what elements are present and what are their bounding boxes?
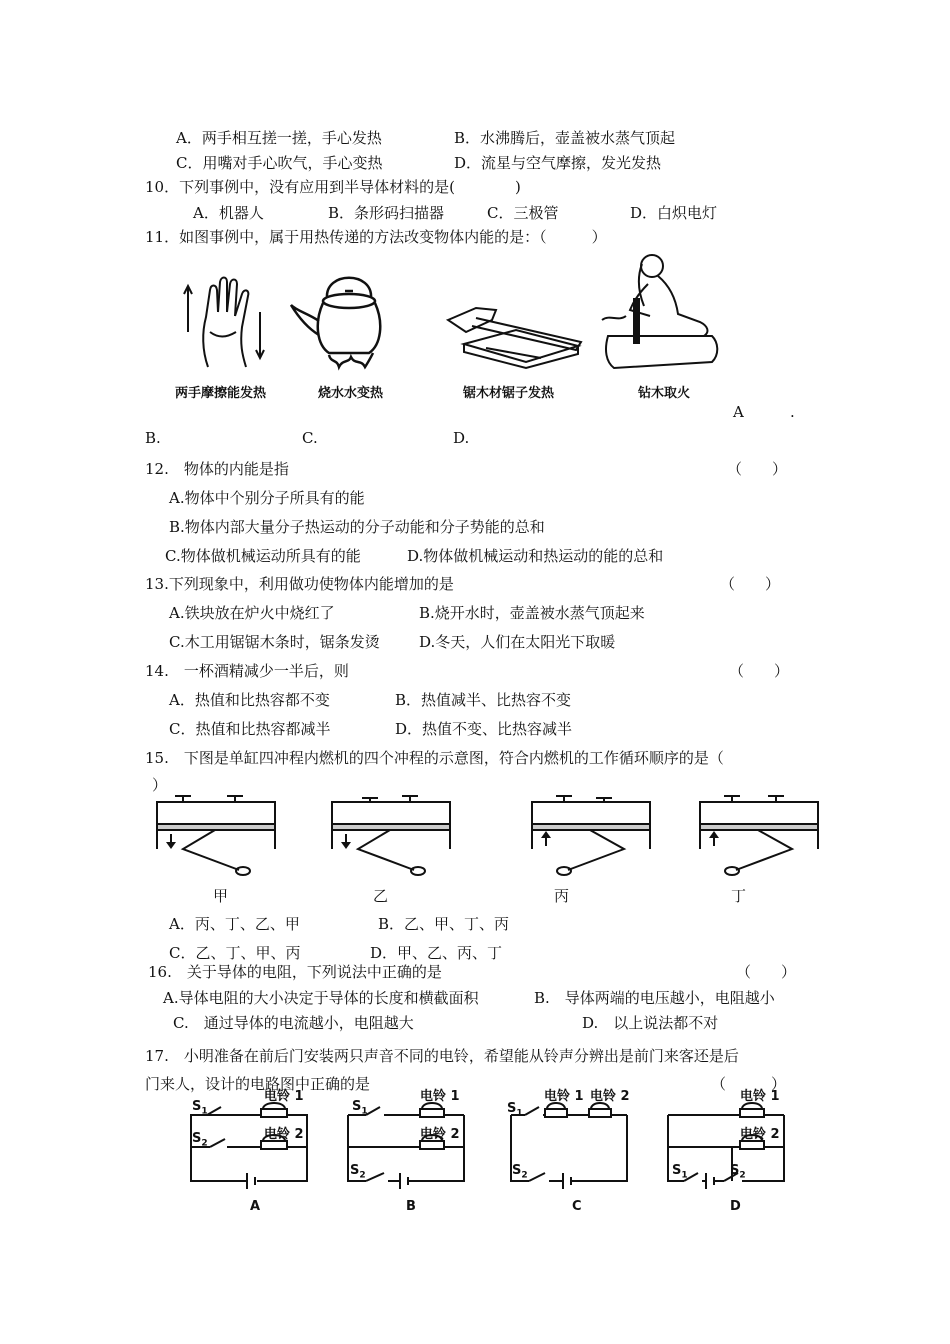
q16-option-d: D. 以上说法都不对	[582, 1014, 719, 1032]
q10-option-d: D．白炽电灯	[630, 204, 718, 222]
engine-label-yi: 乙	[373, 887, 389, 905]
circuit-label-c: C	[572, 1199, 582, 1214]
engine-stroke-ding	[698, 794, 823, 876]
circuit-b-s2-label: $S_2$	[350, 1163, 366, 1181]
circuit-d-s1-label: $S_1$	[672, 1163, 688, 1181]
q13-option-b: B.烧开水时，壶盖被水蒸气顶起来	[419, 604, 645, 622]
engine-label-ding: 丁	[731, 887, 747, 905]
q11-option-c: C.	[302, 429, 318, 447]
q14-option-b: B．热值减半、比热容不变	[395, 691, 572, 709]
q9-option-d: D．流星与空气摩擦，发光发热	[454, 154, 662, 172]
engine-stroke-jia	[155, 794, 280, 876]
q16-answer-paren: （ ）	[736, 963, 797, 981]
q10-stem: 10．下列事例中，没有应用到半导体材料的是( )	[145, 178, 521, 196]
q15-stem-close: ）	[152, 776, 168, 794]
circuit-c-s2-label: $S_2$	[512, 1163, 528, 1181]
q14-option-d: D．热值不变、比热容减半	[395, 720, 573, 738]
circuit-d-s2-label: $S_2$	[730, 1163, 746, 1181]
q12-answer-paren: （ ）	[727, 460, 788, 478]
q11-option-a-dot: .	[790, 403, 795, 421]
q17-stem-line2: 门来人，设计的电路图中正确的是	[145, 1075, 371, 1093]
q16-option-a: A.导体电阻的大小决定于导体的长度和横截面积	[163, 989, 479, 1007]
circuit-a-bell1-label: 电铃 1	[264, 1089, 304, 1104]
q11-option-a: A	[733, 403, 744, 421]
q13-option-d: D.冬天，人们在太阳光下取暖	[419, 633, 616, 651]
circuit-c-s1-label: $S_1$	[507, 1101, 523, 1119]
circuit-a-s1-label: $S_1$	[192, 1099, 208, 1117]
q16-option-b: B. 导体两端的电压越小，电阻越小	[534, 989, 775, 1007]
engine-stroke-bing	[530, 794, 655, 876]
q12-option-c: C.物体做机械运动所具有的能	[165, 547, 361, 565]
q15-option-d: D．甲、乙、丙、丁	[370, 944, 503, 962]
q10-option-a: A．机器人	[193, 204, 264, 222]
q11-caption-drilling: 钻木取火	[638, 386, 691, 401]
kettle-figure	[289, 263, 409, 373]
q10-option-b: B．条形码扫描器	[328, 204, 445, 222]
circuit-label-d: D	[730, 1199, 741, 1214]
q9-option-a: A．两手相互搓一搓，手心发热	[176, 129, 382, 147]
q13-option-a: A.铁块放在炉火中烧红了	[169, 604, 335, 622]
q12-stem: 12. 物体的内能是指	[145, 460, 289, 478]
q11-stem: 11．如图事例中，属于用热传递的方法改变物体内能的是：（ ）	[145, 228, 607, 246]
q12-option-b: B.物体内部大量分子热运动的分子动能和分子势能的总和	[169, 518, 545, 536]
q11-option-d: D.	[453, 429, 470, 447]
q11-caption-rubbing: 两手摩擦能发热	[175, 386, 267, 401]
circuit-b-bell1-label: 电铃 1	[420, 1089, 460, 1104]
q17-stem: 17. 小明准备在前后门安装两只声音不同的电铃，希望能从铃声分辨出是前门来客还是后	[145, 1047, 739, 1065]
circuit-c-bell2-label: 电铃 2	[590, 1089, 630, 1104]
engine-stroke-yi	[330, 794, 455, 876]
q13-stem: 13.下列现象中，利用做功使物体内能增加的是	[145, 575, 454, 593]
q10-option-c: C．三极管	[487, 204, 559, 222]
sawing-figure	[446, 300, 586, 370]
q14-answer-paren: （ ）	[729, 662, 790, 680]
q17-answer-paren: （ ）	[711, 1075, 787, 1093]
circuit-d-bell2-label: 电铃 2	[740, 1127, 780, 1142]
circuit-a-s2-label: $S_2$	[192, 1131, 208, 1149]
circuit-label-b: B	[406, 1199, 416, 1214]
q13-option-c: C.木工用锯锯木条时，锯条发烫	[169, 633, 380, 651]
q11-option-b: B.	[145, 429, 161, 447]
circuit-a-bell2-label: 电铃 2	[264, 1127, 304, 1142]
circuit-label-a: A	[250, 1199, 261, 1214]
q14-stem: 14. 一杯酒精减少一半后，则	[145, 662, 349, 680]
q12-option-a: A.物体中个别分子所具有的能	[169, 489, 365, 507]
circuit-b-s1-label: $S_1$	[352, 1099, 368, 1117]
q11-caption-kettle: 烧水水变热	[318, 386, 384, 401]
q11-caption-sawing: 锯木材锯子发热	[463, 386, 555, 401]
rubbing-hands-figure	[180, 272, 270, 372]
engine-label-jia: 甲	[213, 887, 229, 905]
q12-option-d: D.物体做机械运动和热运动的能的总和	[407, 547, 664, 565]
q15-option-c: C．乙、丁、甲、丙	[169, 944, 301, 962]
q13-answer-paren: （ ）	[720, 575, 781, 593]
q15-option-b: B．乙、甲、丁、丙	[378, 915, 510, 933]
q15-stem: 15. 下图是单缸四冲程内燃机的四个冲程的示意图，符合内燃机的工作循环顺序的是（	[145, 749, 724, 767]
q16-stem: 16. 关于导体的电阻，下列说法中正确的是	[148, 963, 442, 981]
engine-label-bing: 丙	[554, 887, 570, 905]
q14-option-a: A．热值和比热容都不变	[169, 691, 330, 709]
q9-option-c: C．用嘴对手心吹气，手心变热	[176, 154, 383, 172]
circuit-c-bell1-label: 电铃 1	[544, 1089, 584, 1104]
circuit-d-bell1-label: 电铃 1	[740, 1089, 780, 1104]
circuit-b-bell2-label: 电铃 2	[420, 1127, 460, 1142]
q9-option-b: B．水沸腾后，壶盖被水蒸气顶起	[454, 129, 676, 147]
q14-option-c: C．热值和比热容都减半	[169, 720, 331, 738]
q15-option-a: A．丙、丁、乙、甲	[169, 915, 300, 933]
drilling-wood-figure	[600, 250, 725, 375]
q16-option-c: C. 通过导体的电流越小，电阻越大	[173, 1014, 414, 1032]
